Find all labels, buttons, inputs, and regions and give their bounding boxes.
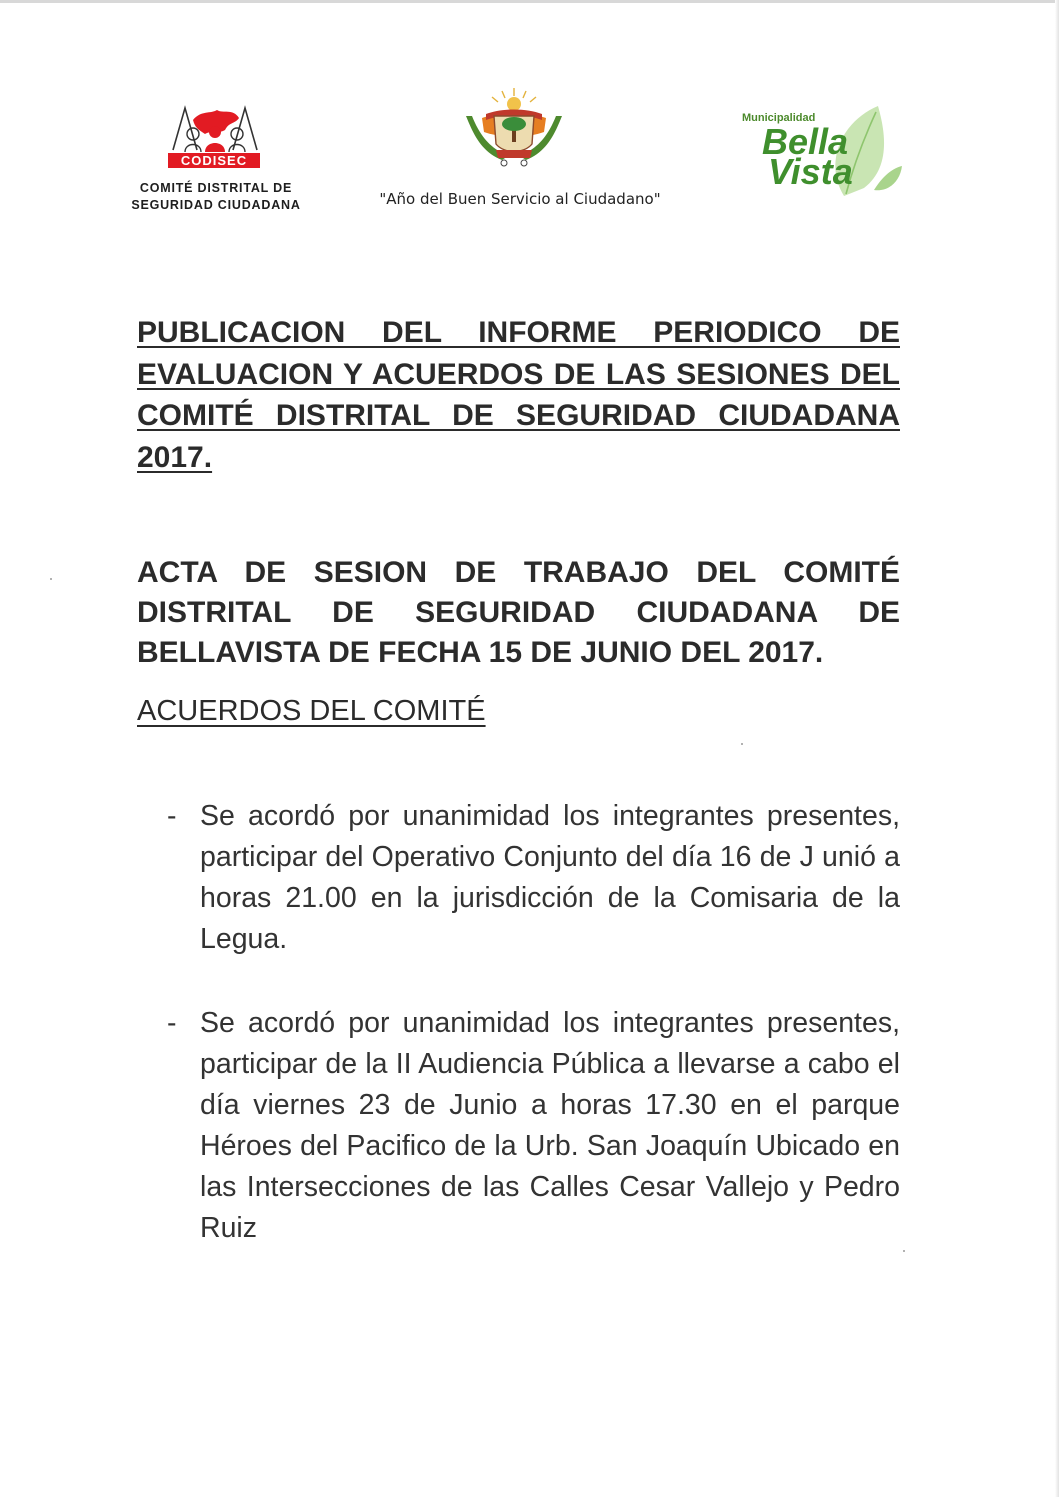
- agreement-item: [137, 796, 900, 960]
- municipality-word-vista: Vista: [768, 151, 853, 192]
- agreement-text: Se acordó por unanimidad los integrantes presentes, participar de la II Audiencia Pública a llevarse a cabo el día viernes 23 de Junio a horas 17.30 en el parque Héroes del Pacifico de la Urb. San Joaquín Ubicado en las Intersecciones de las Calles Cesar Vallejo y Pedro Ruiz: [200, 1007, 900, 1244]
- codisec-full-name: [112, 180, 320, 214]
- act-title: ACTA DE SESION DE TRABAJO DEL COMITÉ DISTRITAL DE SEGURIDAD CIUDADANA DE BELLAVISTA DE FECHA 15 DE JUNIO DEL 2017.: [137, 556, 900, 669]
- document-title: PUBLICACION DEL INFORME PERIODICO DE EVALUACION Y ACUERDOS DE LAS SESIONES DEL COMITÉ DISTRITAL DE SEGURIDAD CIUDADANA 2017.: [137, 316, 900, 474]
- motto-text: "Año del Buen Servicio al Ciudadano": [379, 190, 661, 208]
- codisec-name-line: COMITÉ DISTRITAL DE: [139, 181, 293, 195]
- municipality-label: Municipalidad: [742, 112, 816, 124]
- agreement-text: Se acordó por unanimidad los integrantes presentes, participar del Operativo Conjunto del día 16 de J unió a horas 21.00 en la jurisdicción de la Comisaria de la Legua.: [200, 800, 900, 955]
- codisec-name-line: SEGURIDAD CIUDADANA: [131, 198, 301, 212]
- scan-speck: [741, 743, 743, 745]
- codisec-label: CODISEC: [168, 153, 260, 168]
- scan-edge-right: [1055, 0, 1059, 1497]
- codisec-logo-block: [112, 100, 320, 218]
- municipality-logo: [736, 104, 906, 204]
- bullet: -: [167, 800, 177, 832]
- agreement-item: [137, 1003, 900, 1249]
- municipality-word-bella: Bella: [762, 121, 849, 162]
- scan-speck: [903, 1250, 905, 1252]
- scan-edge-top: [0, 0, 1059, 3]
- section-heading: ACUERDOS DEL COMITÉ: [137, 695, 486, 727]
- scan-speck: [50, 578, 52, 580]
- bullet: -: [167, 1007, 177, 1039]
- coat-of-arms-icon: [458, 86, 570, 168]
